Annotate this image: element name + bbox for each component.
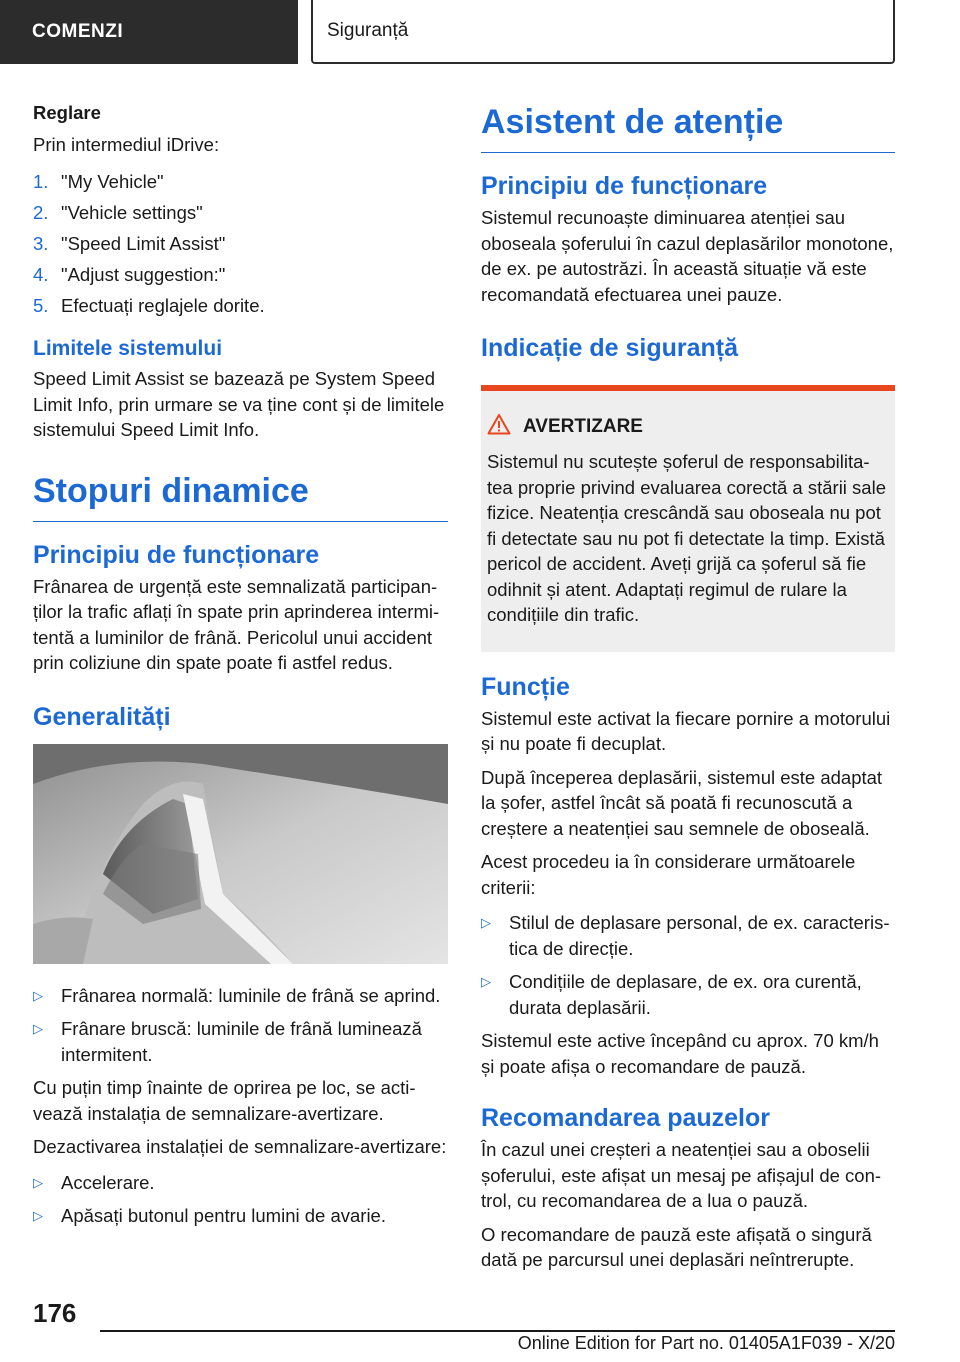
principle-heading: Principiu de funcționare bbox=[481, 172, 768, 200]
settings-steps bbox=[33, 169, 448, 318]
principle-heading: Principiu de funcționare bbox=[33, 540, 320, 569]
brake-behaviour-list bbox=[33, 983, 448, 1068]
criteria-list bbox=[481, 910, 895, 1020]
warning-box bbox=[481, 385, 895, 652]
function-text-2: După începerea deplasării, sistemul este adaptat la șofer, astfel încât să poată fi recunoscută a creștere a neatenției sau semnele de oboseală. bbox=[481, 766, 883, 839]
list-item: ▷ Stilul de deplasare personal, de ex. caracteristica de direcție. bbox=[481, 910, 895, 961]
warning-triangle-icon bbox=[487, 413, 523, 441]
section-tab: COMENZI bbox=[0, 0, 298, 64]
triangle-bullet-icon: ▷ bbox=[33, 987, 43, 1003]
left-column bbox=[33, 100, 448, 1237]
pause-text-2: O recomandare de pauză este afișată o singură dată pe parcursul unei deplasări neîntrerupte. bbox=[481, 1223, 872, 1270]
triangle-bullet-icon: ▷ bbox=[33, 1174, 43, 1190]
list-item: ▷ Frânarea normală: luminile de frână se aprind. bbox=[33, 983, 448, 1009]
warning-text: Sistemul nu scutește șoferul de responsabilitatea proprie privind evaluarea corectă a stării sale fizice. Neatenția crescândă sau oboseala nu pot fi detectate sau nu pot fi detectate la timp. Există pericol de accident. Aveți grijă ca șoferul să fie odihnit și atent. Adaptați regimul de rulare la condițiile din trafic. bbox=[487, 451, 886, 625]
step-item: 5. Efectuați reglajele dorite. bbox=[33, 295, 265, 316]
dynamic-stops-heading: Stopuri dinamice bbox=[33, 471, 448, 522]
list-item: ▷ Accelerare. bbox=[33, 1170, 448, 1196]
reglare-title: Reglare bbox=[33, 102, 101, 123]
function-text-1: Sistemul este activat la fiecare pornire a motorului și nu poate fi decuplat. bbox=[481, 707, 891, 754]
principle-text: Sistemul recunoaște diminuarea atenției sau oboseala șoferului în cazul deplasărilor monotone, de ex. pe autostrăzi. În această situație vă este recomandată efectuarea unei pauze. bbox=[481, 207, 894, 305]
edition-info: Online Edition for Part no. 01405A1F039 - X/20 bbox=[517, 1333, 895, 1353]
triangle-bullet-icon: ▷ bbox=[481, 915, 491, 930]
function-text-3: Acest procedeu ia în considerare următoarele criterii: bbox=[481, 851, 856, 898]
warning-label: AVERTIZARE bbox=[523, 416, 643, 437]
function-heading: Funcție bbox=[481, 672, 570, 701]
deactivation-list bbox=[33, 1170, 448, 1229]
right-column bbox=[481, 100, 895, 1281]
pause-text-1: În cazul unei creșteri a neatenției sau a oboselii șoferului, este afișat un mesaj pe afișajul de control, cu recomandarea de a lua o pauză. bbox=[481, 1139, 882, 1211]
safety-heading: Indicație de siguranță bbox=[481, 334, 739, 362]
principle-text: Frânarea de urgență este semnalizată participanților la trafic aflați în spate prin aprinderea intermitentă a luminilor de frână. Pericolul unui accident prin coliziune din spate poate fi astfel redus. bbox=[33, 575, 440, 673]
hazard-deactivation-text: Dezactivarea instalației de semnalizare-avertizare: bbox=[33, 1136, 447, 1157]
function-text-4: Sistemul este active începând cu aprox. 70 km/h și poate afișa o recomandare de pauză. bbox=[481, 1030, 879, 1077]
step-item: 2. "Vehicle settings" bbox=[33, 202, 203, 223]
step-item: 1. "My Vehicle" bbox=[33, 171, 164, 192]
step-item: 3. "Speed Limit Assist" bbox=[33, 233, 226, 254]
triangle-bullet-icon: ▷ bbox=[481, 974, 491, 989]
list-item: ▷ Condițiile de deplasare, de ex. ora curentă, durata deplasării. bbox=[481, 969, 895, 1020]
reglare-intro: Prin intermediul iDrive: bbox=[33, 133, 220, 155]
triangle-bullet-icon: ▷ bbox=[33, 1021, 43, 1036]
brake-light-photo bbox=[33, 744, 448, 964]
pause-heading: Recomandarea pauzelor bbox=[481, 1104, 770, 1132]
limits-heading: Limitele sistemului bbox=[33, 337, 223, 360]
list-item: ▷ Apăsați butonul pentru lumini de avarie. bbox=[33, 1203, 448, 1229]
limits-text: Speed Limit Assist se bazează pe System Speed Limit Info, prin urmare se va ține cont și de limitele sistemului Speed Limit Info. bbox=[33, 368, 445, 440]
triangle-bullet-icon: ▷ bbox=[33, 1208, 43, 1223]
list-item: ▷ Frânare bruscă: luminile de frână luminează intermitent. bbox=[33, 1016, 448, 1067]
warning-header bbox=[487, 413, 887, 441]
page-number: 176 bbox=[33, 1298, 77, 1328]
step-item: 4. "Adjust suggestion:" bbox=[33, 264, 226, 285]
chapter-tab: Siguranță bbox=[311, 0, 895, 64]
attention-assistant-heading: Asistent de atenție bbox=[481, 102, 895, 153]
footer-divider bbox=[100, 1330, 895, 1332]
hazard-activation-text: Cu puțin timp înainte de oprirea pe loc, se activează instalația de semnalizare-avertizare. bbox=[33, 1077, 416, 1124]
general-heading: Generalități bbox=[33, 702, 171, 731]
